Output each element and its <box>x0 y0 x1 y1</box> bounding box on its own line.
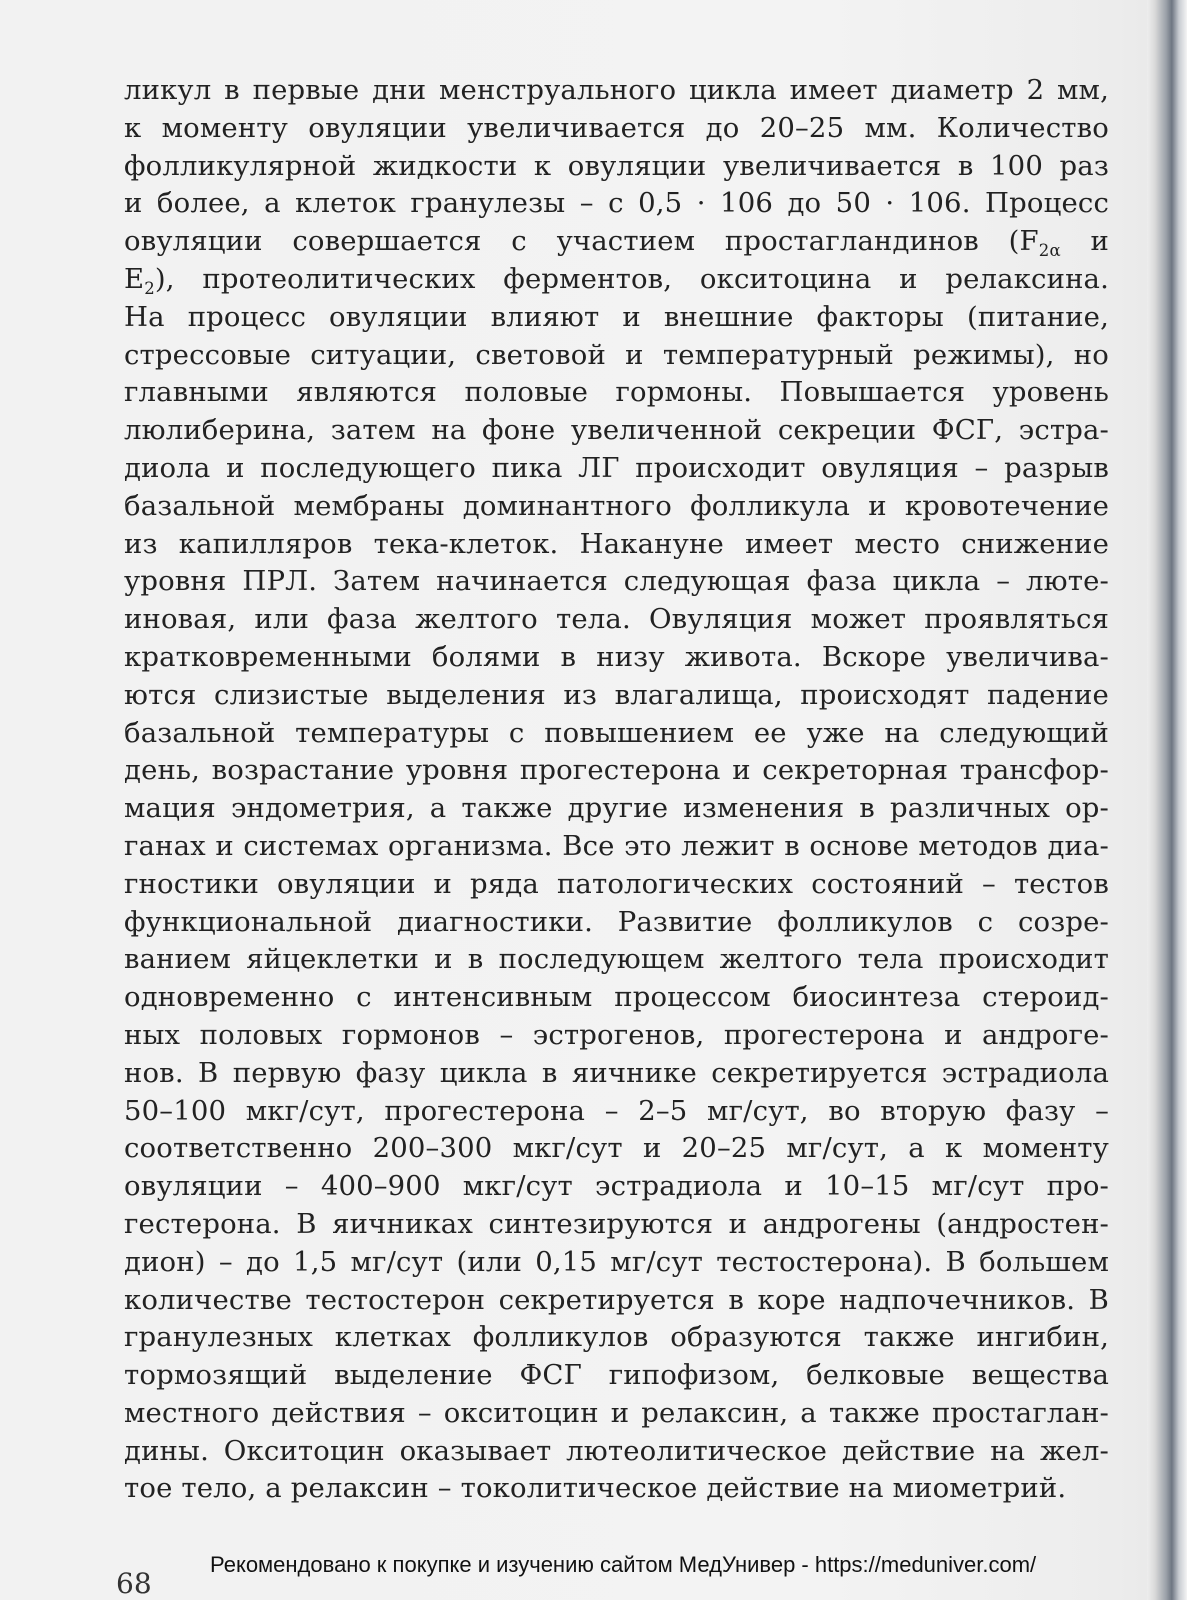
text-line: из капилляров тека-клеток. Накануне имеет место снижение <box>124 527 1109 560</box>
text-line: ных половых гормонов – эстрогенов, прогестерона и андроге- <box>124 1018 1109 1051</box>
text-line: функциональной диагностики. Развитие фолликулов с созре- <box>124 905 1109 938</box>
subscript: 2 <box>144 278 155 298</box>
footer-watermark-text: Рекомендовано к покупке и изучению сайтом МедУнивер - https://meduniver.com/ <box>210 1552 1037 1577</box>
text-line: гностики овуляции и ряда патологических состояний – тестов <box>124 867 1109 900</box>
text-line <box>124 261 1109 299</box>
text-line: одновременно с интенсивным процессом биосинтеза стероид- <box>124 981 1109 1014</box>
text-fragment: ), протеолитических ферментов, окситоцина и релаксина. <box>154 262 1109 295</box>
text-line: люлиберина, затем на фоне увеличенной секреции ФСГ, эстра- <box>124 414 1109 447</box>
page-binding-edge <box>1147 0 1187 1600</box>
text-line: уровня ПРЛ. Затем начинается следующая фаза цикла – люте- <box>124 565 1109 598</box>
text-line: ванием яйцеклетки и в последующем желтого тела происходит <box>124 943 1109 976</box>
text-line: базальной мембраны доминантного фолликула и кровотечение <box>124 489 1109 522</box>
text-line: кратковременными болями в низу живота. Вскоре увеличива- <box>124 640 1109 673</box>
text-line: овуляции – 400–900 мкг/сут эстрадиола и 10–15 мг/сут про- <box>124 1170 1109 1203</box>
text-line: ются слизистые выделения из влагалища, происходят падение <box>124 678 1109 711</box>
text-line: иновая, или фаза желтого тела. Овуляция может проявляться <box>124 603 1109 636</box>
text-fragment: овуляции совершается с участием простагландинов (F <box>124 225 1039 258</box>
text-line: нов. В первую фазу цикла в яичнике секретируется эстрадиола <box>124 1056 1109 1089</box>
text-line: тое тело, а релаксин – токолитическое действие на миометрий. <box>124 1472 1067 1505</box>
text-line: соответственно 200–300 мкг/сут и 20–25 мг/сут, а к моменту <box>124 1132 1109 1165</box>
text-line: количестве тестостерон секретируется в коре надпочечников. В <box>124 1283 1109 1316</box>
text-fragment: E <box>124 262 145 295</box>
text-line: дион) – до 1,5 мг/сут (или 0,15 мг/сут тестостерона). В большем <box>124 1245 1109 1278</box>
text-line: день, возрастание уровня прогестерона и секреторная трансфор- <box>124 754 1109 787</box>
text-line: дины. Окситоцин оказывает лютеолитическое действие на жел- <box>124 1434 1109 1467</box>
body-text <box>124 72 1109 1508</box>
text-line: и более, а клеток гранулезы – с 0,5 · 106 до 50 · 106. Процесс <box>124 187 1109 220</box>
text-line: ликул в первые дни менструального цикла имеет диаметр 2 мм, <box>124 74 1109 106</box>
text-fragment: и <box>1060 225 1109 258</box>
text-line: 50–100 мкг/сут, прогестерона – 2–5 мг/сут, во вторую фазу – <box>124 1094 1109 1127</box>
text-line: фолликулярной жидкости к овуляции увеличивается в 100 раз <box>124 149 1109 182</box>
text-line: диола и последующего пика ЛГ происходит овуляция – разрыв <box>124 451 1109 484</box>
page-number: 68 <box>116 1567 152 1600</box>
subscript: 2α <box>1038 240 1061 260</box>
text-line: базальной температуры с повышением ее уже на следующий <box>124 716 1109 749</box>
text-line <box>124 223 1109 261</box>
text-line: гестерона. В яичниках синтезируются и андрогены (андростен- <box>124 1207 1109 1240</box>
text-line: к моменту овуляции увеличивается до 20–25 мм. Количество <box>124 111 1109 144</box>
text-line: ганах и системах организма. Все это лежит в основе методов диа- <box>124 829 1109 862</box>
text-line: местного действия – окситоцин и релаксин, а также простаглан- <box>124 1396 1109 1429</box>
text-line: На процесс овуляции влияют и внешние факторы (питание, <box>124 300 1109 333</box>
text-line: мация эндометрия, а также другие изменения в различных ор- <box>124 792 1109 825</box>
text-line: стрессовые ситуации, световой и температурный режимы), но <box>124 338 1109 371</box>
text-line: главными являются половые гормоны. Повышается уровень <box>124 376 1109 409</box>
text-line: тормозящий выделение ФСГ гипофизом, белковые вещества <box>124 1359 1109 1392</box>
text-line: гранулезных клетках фолликулов образуются также ингибин, <box>124 1321 1109 1354</box>
